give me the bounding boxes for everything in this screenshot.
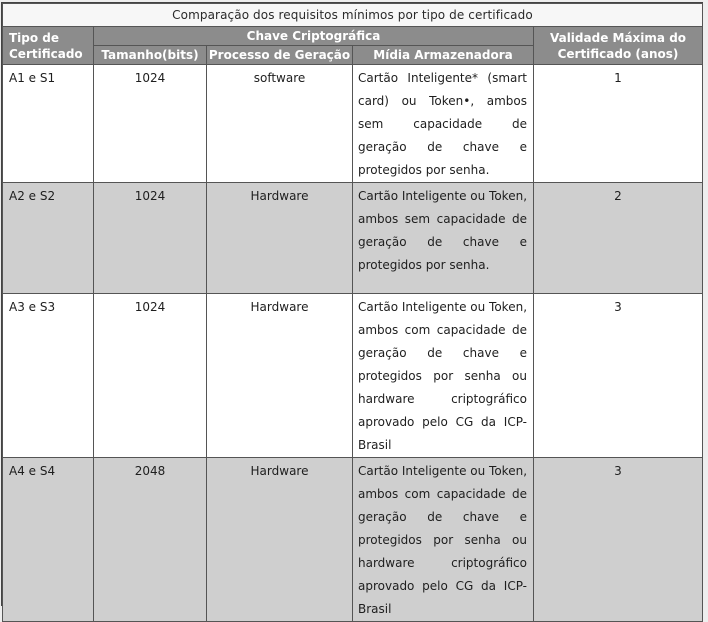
cell-validade: 2 xyxy=(534,183,703,294)
header-tamanho: Tamanho(bits) xyxy=(94,46,207,65)
cell-tamanho: 1024 xyxy=(94,65,207,183)
header-processo: Processo de Geração xyxy=(207,46,353,65)
cell-midia: Cartão Inteligente ou Token, ambos com capacidade de geração de chave e protegidos por senha ou hardware criptográfico aprovado pelo CG da ICP-Brasil xyxy=(353,458,534,622)
cell-processo: Hardware xyxy=(207,183,353,294)
cell-midia: Cartão Inteligente ou Token, ambos sem capacidade de geração de chave e protegidos por senha. xyxy=(353,183,534,294)
cell-tamanho: 1024 xyxy=(94,183,207,294)
table-row xyxy=(3,458,703,622)
cell-midia: Cartão Inteligente* (smart card) ou Token•, ambos sem capacidade de geração de chave e protegidos por senha. xyxy=(353,65,534,183)
certificate-comparison-document xyxy=(1,2,703,616)
cell-tamanho: 1024 xyxy=(94,294,207,458)
header-chave: Chave Criptográfica xyxy=(94,27,534,46)
header-validade: Validade Máxima do Certificado (anos) xyxy=(534,27,703,65)
cell-tamanho: 2048 xyxy=(94,458,207,622)
cell-tipo: A2 e S2 xyxy=(3,183,94,294)
cell-validade: 3 xyxy=(534,294,703,458)
table-row xyxy=(3,183,703,294)
header-midia: Mídia Armazenadora xyxy=(353,46,534,65)
table-row xyxy=(3,65,703,183)
header-tipo: Tipo de Certificado xyxy=(3,27,94,65)
certificate-requirements-table xyxy=(2,3,703,622)
cell-processo: Hardware xyxy=(207,458,353,622)
cell-tipo: A1 e S1 xyxy=(3,65,94,183)
cell-tipo: A3 e S3 xyxy=(3,294,94,458)
table-caption: Comparação dos requisitos mínimos por tipo de certificado xyxy=(3,4,703,27)
cell-validade: 1 xyxy=(534,65,703,183)
cell-midia: Cartão Inteligente ou Token, ambos com capacidade de geração de chave e protegidos por senha ou hardware criptográfico aprovado pelo CG da ICP-Brasil xyxy=(353,294,534,458)
cell-processo: Hardware xyxy=(207,294,353,458)
cell-tipo: A4 e S4 xyxy=(3,458,94,622)
cell-validade: 3 xyxy=(534,458,703,622)
cell-processo: software xyxy=(207,65,353,183)
table-row xyxy=(3,294,703,458)
